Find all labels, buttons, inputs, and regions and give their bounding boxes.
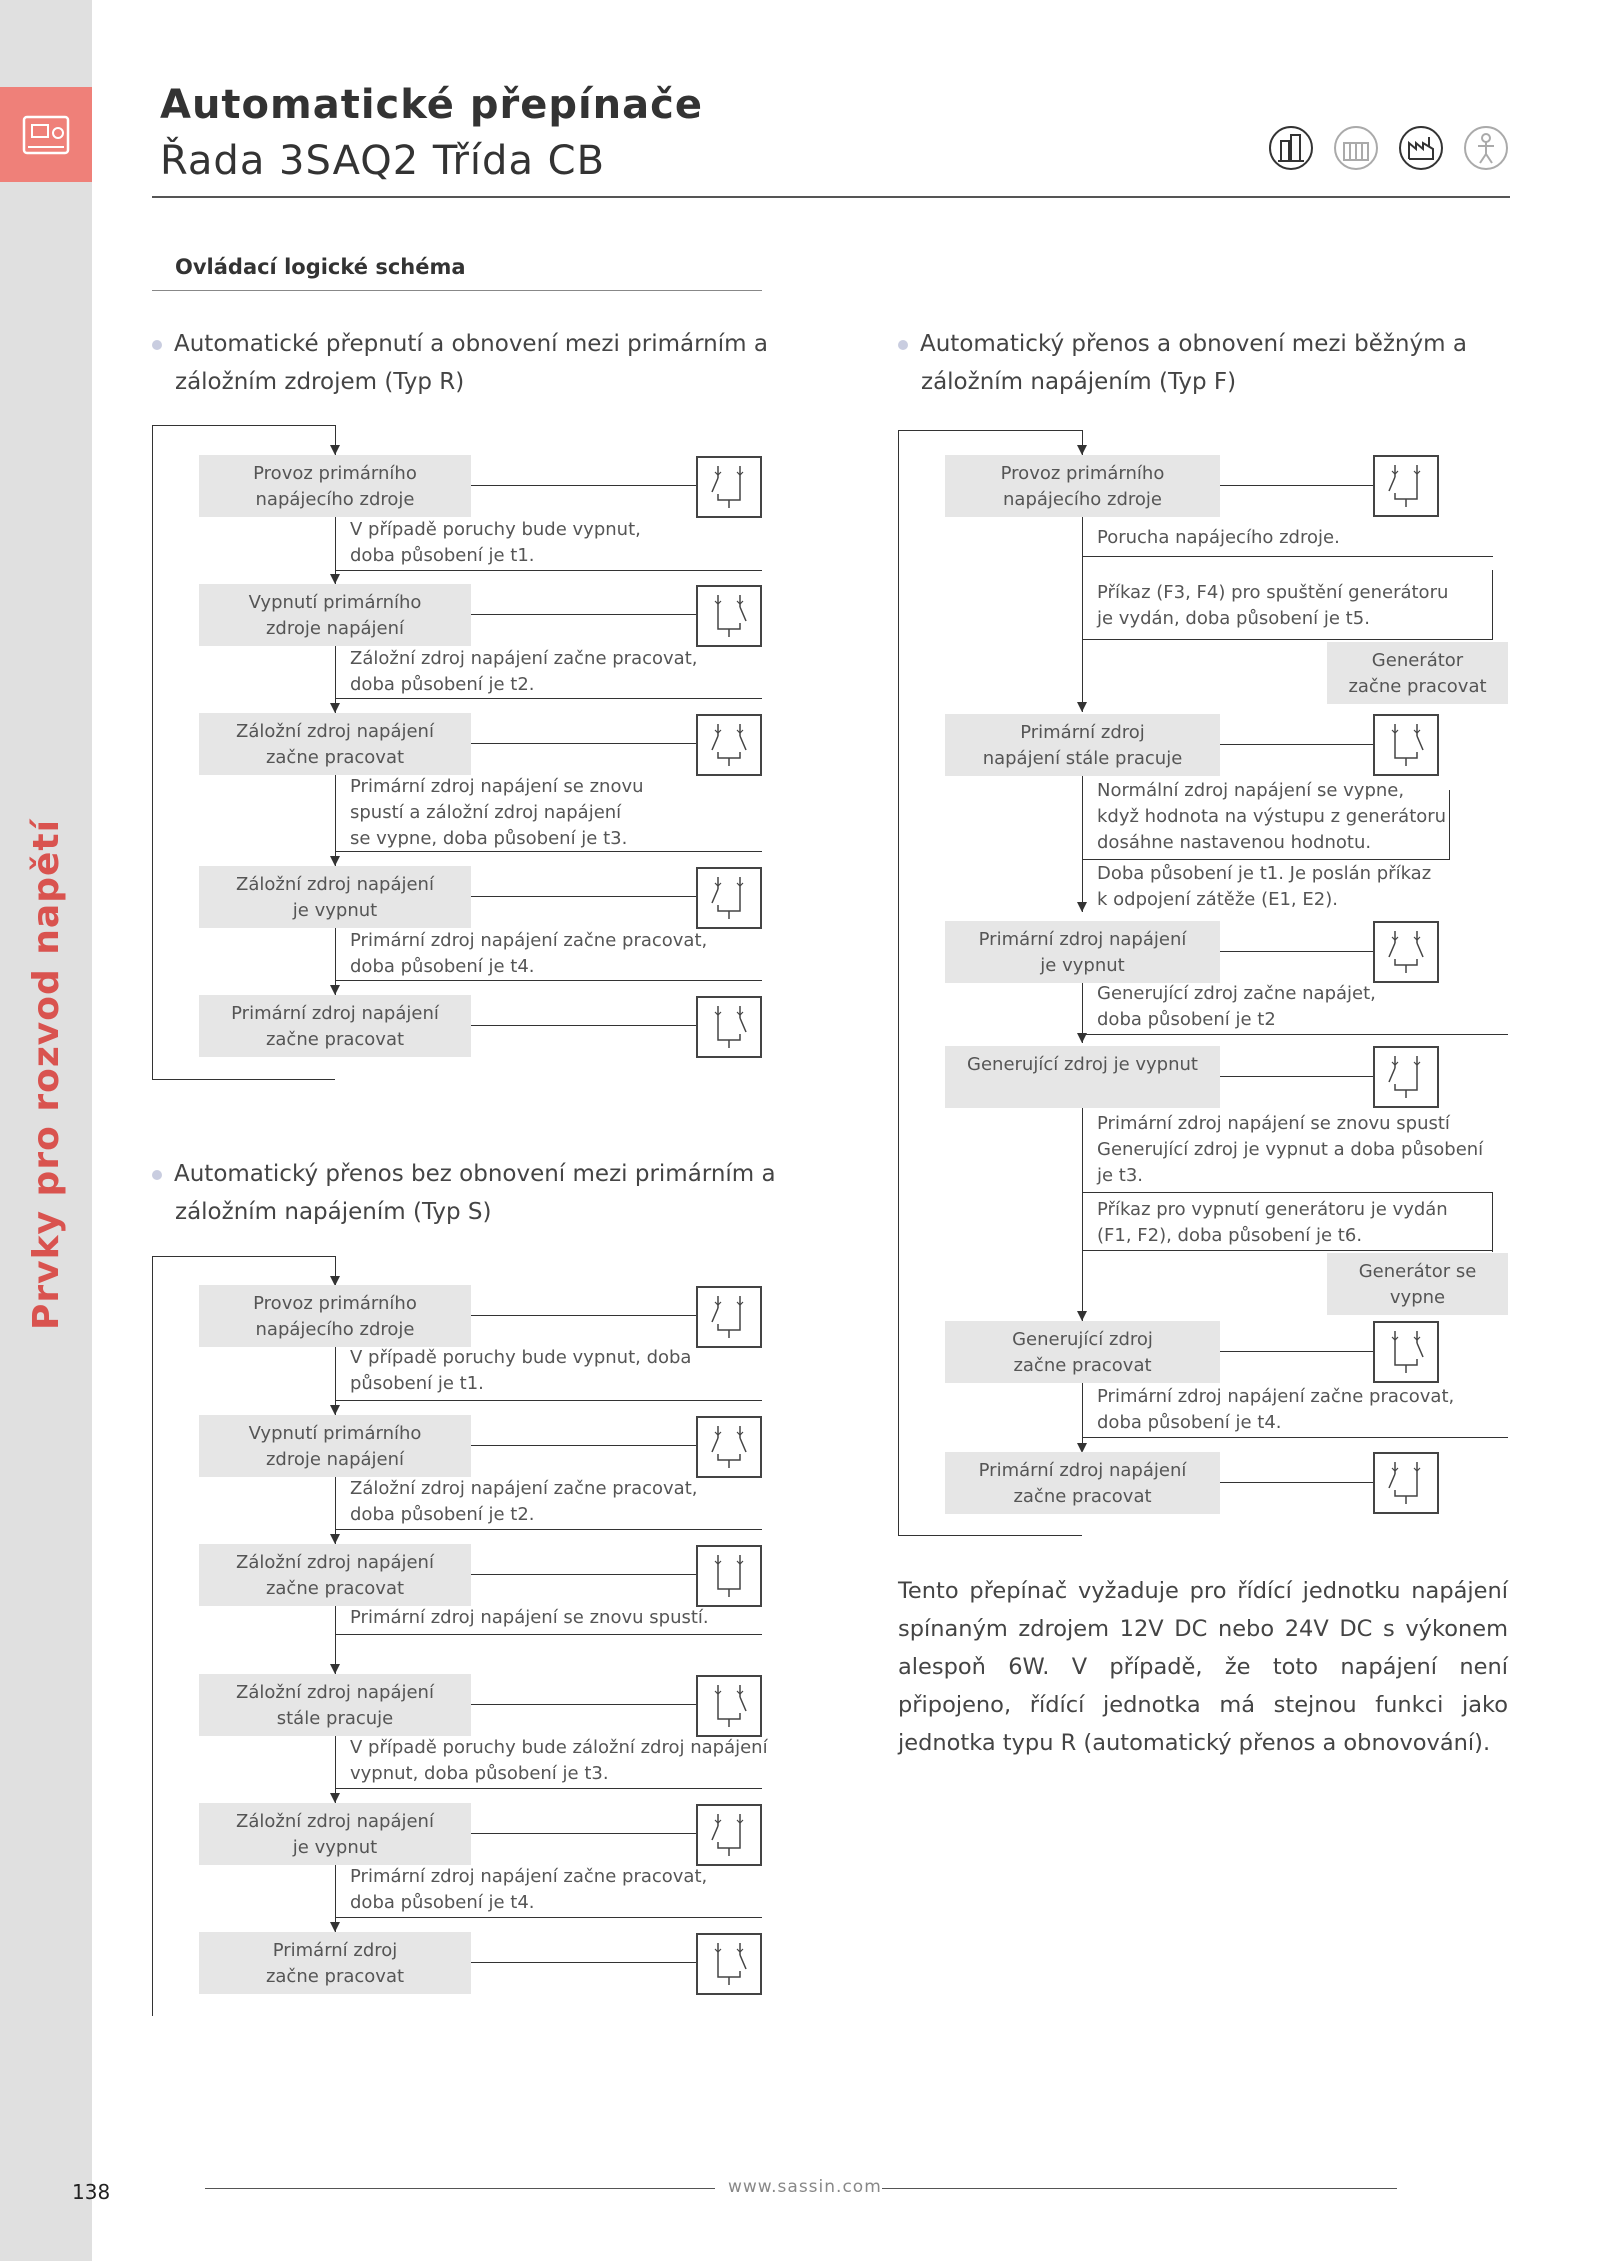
state-box [199, 1415, 471, 1477]
text-line: Primární zdroj napájení [978, 1460, 1187, 1481]
text-line: začne pracovat [265, 1029, 405, 1050]
text-line: vypnut, doba působení je t3. [350, 1763, 609, 1784]
connector-line [1082, 556, 1493, 557]
note-paragraph: Tento přepínač vyžaduje pro řídící jednotku napájení spínaným zdrojem 12V DC nebo 24V DC s výkonem alespoň 6W. V případě, že toto napájení není připojeno, řídící jednotka má stejnou funkci jako jednotka typu R (automatický přenos a obnovování). [898, 1578, 1508, 1756]
connector-line [898, 1535, 1082, 1536]
diagram-s-heading [152, 1155, 776, 1231]
connector-line [471, 1445, 696, 1446]
arrow-head [330, 1793, 340, 1803]
text-line: Záložní zdroj napájení začne pracovat, [350, 648, 698, 669]
connector-line [471, 485, 696, 486]
connector-line [335, 980, 762, 981]
state-box [199, 1285, 471, 1347]
arrow-head [330, 985, 340, 995]
state-box [1327, 642, 1508, 704]
connector-line [1082, 1108, 1083, 1321]
arrow-head [1077, 1311, 1087, 1321]
connector-line [1220, 744, 1373, 745]
contactor-symbol-icon [696, 1286, 762, 1348]
text-line: zdroje napájení [265, 1449, 405, 1470]
diagram-f-heading [898, 325, 1467, 401]
transition-description [350, 517, 641, 569]
connector-line [471, 1833, 696, 1834]
arrow-head [330, 1922, 340, 1932]
text-line: Porucha napájecího zdroje. [1097, 527, 1340, 548]
text-line: začne pracovat [265, 747, 405, 768]
connector-line [1220, 1351, 1373, 1352]
text-line: dosáhne nastavenou hodnotu. [1097, 832, 1372, 853]
transition-description [1097, 861, 1431, 913]
connector-line [1082, 1383, 1083, 1449]
text-line: je vypnut [1040, 955, 1125, 976]
connector-line [152, 1079, 335, 1080]
text-line: Primární zdroj napájení začne pracovat, [350, 930, 708, 951]
arrow-head [1077, 702, 1087, 712]
connector-line [335, 1634, 762, 1635]
state-box [945, 1046, 1220, 1108]
heading-line: Automatické přepnutí a obnovení mezi primárním a [174, 331, 768, 357]
text-line: (F1, F2), doba působení je t6. [1097, 1225, 1363, 1246]
transition-description [350, 646, 697, 698]
page-subtitle: Řada 3SAQ2 Třída CB [160, 138, 606, 184]
text-line: Záložní zdroj napájení [236, 721, 434, 742]
contactor-symbol-icon [696, 1545, 762, 1607]
connector-line [1220, 1482, 1373, 1483]
text-line: Generátor se [1358, 1261, 1477, 1282]
connector-line [1449, 790, 1450, 860]
bullet-icon [152, 1170, 162, 1180]
contactor-symbol-icon [696, 867, 762, 929]
state-box [945, 714, 1220, 776]
connector-line [335, 775, 336, 866]
connector-line [471, 614, 696, 615]
contactor-symbol-icon [1373, 1046, 1439, 1108]
text-line: Generující zdroj je vypnut a doba působení [1097, 1139, 1484, 1160]
text-line: doba působení je t2. [350, 674, 535, 695]
text-line: je t3. [1097, 1165, 1144, 1186]
arrow-head [330, 1664, 340, 1674]
text-line: napájecího zdroje [1003, 489, 1162, 510]
arrow-head [330, 1534, 340, 1544]
text-line: Primární zdroj napájení se znovu spustí. [350, 1607, 709, 1628]
sidebar-tab [0, 87, 92, 182]
transition-description [350, 1605, 709, 1631]
state-box [945, 455, 1220, 517]
factory-icon [1398, 125, 1444, 171]
state-box [945, 921, 1220, 983]
text-line: Primární zdroj napájení začne pracovat, [1097, 1386, 1455, 1407]
text-line: Primární zdroj napájení začne pracovat, [350, 1866, 708, 1887]
transition-description [1097, 1384, 1454, 1436]
text-line: Vypnutí primárního [248, 592, 422, 613]
text-line: začne pracovat [265, 1966, 405, 1987]
text-line: napájecího zdroje [255, 1319, 415, 1340]
transition-description [1097, 1111, 1483, 1189]
footer-divider [205, 2188, 715, 2189]
heading-line: záložním napájením (Typ S) [175, 1199, 492, 1225]
connector-line [471, 1315, 696, 1316]
text-line: Záložní zdroj napájení [236, 1811, 434, 1832]
arrow-head [330, 574, 340, 584]
contactor-symbol-icon [1373, 455, 1439, 517]
contactor-symbol-icon [696, 714, 762, 776]
connector-line [335, 1917, 762, 1918]
text-line: se vypne, doba působení je t3. [350, 828, 628, 849]
bullet-icon [898, 340, 908, 350]
state-box [199, 1674, 471, 1736]
connector-line [1220, 1076, 1373, 1077]
arrow-head [330, 856, 340, 866]
transition-description [350, 1476, 697, 1528]
text-line: Záložní zdroj napájení [236, 1552, 434, 1573]
heading-line: záložním napájením (Typ F) [921, 369, 1237, 395]
connector-line [471, 743, 696, 744]
text-line: Primární zdroj napájení se znovu [350, 776, 644, 797]
text-line: doba působení je t2 [1097, 1009, 1276, 1030]
transition-description [1097, 981, 1376, 1033]
text-line: Záložní zdroj napájení [236, 1682, 434, 1703]
connector-line [1492, 1192, 1493, 1252]
text-line: Primární zdroj napájení se znovu spustí [1097, 1113, 1450, 1134]
text-line: Primární zdroj napájení [231, 1003, 439, 1024]
connector-line [471, 1574, 696, 1575]
footer-url: www.sassin.com [728, 2177, 882, 2197]
text-line: začne pracovat [1348, 676, 1487, 697]
state-box [199, 866, 471, 928]
diagram-r-heading [152, 325, 768, 401]
text-line: doba působení je t4. [350, 956, 535, 977]
text-line: doba působení je t1. [350, 545, 535, 566]
switch-device-icon [0, 87, 92, 182]
page-title: Automatické přepínače [160, 82, 703, 128]
text-line: působení je t1. [350, 1373, 484, 1394]
contactor-symbol-icon [696, 1675, 762, 1737]
text-line: začne pracovat [1013, 1355, 1152, 1376]
connector-line [1082, 776, 1083, 912]
text-line: V případě poruchy bude vypnut, doba [350, 1347, 692, 1368]
text-line: Primární zdroj [272, 1940, 398, 1961]
text-line: Příkaz pro vypnutí generátoru je vydán [1097, 1199, 1448, 1220]
heading-line: Automatický přenos a obnovení mezi běžným a [920, 331, 1467, 357]
text-line: doba působení je t4. [350, 1892, 535, 1913]
arrow-head [1077, 902, 1087, 912]
text-line: Primární zdroj napájení [978, 929, 1187, 950]
text-line: Doba působení je t1. Je poslán příkaz [1097, 863, 1432, 884]
text-line: Vypnutí primárního [248, 1423, 422, 1444]
person-icon [1463, 125, 1509, 171]
connector-line [335, 1788, 762, 1789]
text-line: je vypnut [292, 900, 378, 921]
connector-line [1082, 517, 1083, 712]
arrow-head [330, 1405, 340, 1415]
connector-line [898, 430, 1082, 431]
transition-description [350, 774, 644, 852]
heading-line: Automatický přenos bez obnovení mezi primárním a [174, 1161, 776, 1187]
transition-description [350, 1735, 768, 1787]
state-box [199, 713, 471, 775]
connector-line [471, 1025, 696, 1026]
state-box [199, 584, 471, 646]
sidebar-title: Prvky pro rozvod napětí [26, 819, 67, 1330]
text-line: stále pracuje [276, 1708, 394, 1729]
text-line: V případě poruchy bude vypnut, [350, 519, 641, 540]
text-line: je vypnut [292, 1837, 378, 1858]
text-line: Záložní zdroj napájení začne pracovat, [350, 1478, 698, 1499]
text-line: když hodnota na výstupu z generátoru [1097, 806, 1447, 827]
contactor-symbol-icon [1373, 714, 1439, 776]
contactor-symbol-icon [696, 456, 762, 518]
arrow-head [330, 445, 340, 455]
bullet-icon [152, 340, 162, 350]
text-line: začne pracovat [1013, 1486, 1152, 1507]
state-box [199, 995, 471, 1057]
arrow-head [330, 703, 340, 713]
text-line: spustí a záložní zdroj napájení [350, 802, 622, 823]
title-divider [152, 196, 1510, 198]
transition-description [1097, 580, 1448, 632]
connector-line [1082, 1437, 1508, 1438]
text-line: zdroje napájení [265, 618, 405, 639]
text-line: Generující zdroj [1012, 1329, 1153, 1350]
text-line: Příkaz (F3, F4) pro spuštění generátoru [1097, 582, 1449, 603]
contactor-symbol-icon [696, 1804, 762, 1866]
connector-line [152, 1256, 335, 1257]
connector-line [1220, 485, 1373, 486]
contactor-symbol-icon [1373, 921, 1439, 983]
contactor-symbol-icon [1373, 1321, 1439, 1383]
text-line: Záložní zdroj napájení [236, 874, 434, 895]
text-line: napájecího zdroje [255, 489, 415, 510]
text-line: Provoz primárního [253, 463, 417, 484]
connector-line [1082, 1192, 1493, 1193]
connector-line [1220, 951, 1373, 952]
connector-line [152, 425, 335, 426]
connector-line [335, 1400, 762, 1401]
connector-line [1492, 570, 1493, 640]
transition-description [1097, 778, 1446, 856]
connector-line [1082, 1250, 1493, 1251]
text-line: V případě poruchy bude záložní zdroj napájení [350, 1737, 768, 1758]
state-box [199, 1803, 471, 1865]
contactor-symbol-icon [696, 996, 762, 1058]
contactor-symbol-icon [696, 1933, 762, 1995]
transition-description [350, 928, 707, 980]
connector-line [1082, 1034, 1508, 1035]
footer-divider [882, 2188, 1397, 2189]
transition-description [1097, 525, 1340, 551]
text-line: Generující zdroj je vypnut [967, 1054, 1198, 1075]
arrow-head [1077, 445, 1087, 455]
state-box [1327, 1253, 1508, 1315]
transition-description [350, 1345, 691, 1397]
connector-line [152, 425, 153, 1080]
connector-line [335, 851, 762, 852]
section-divider [152, 290, 762, 291]
text-line: Generující zdroj začne napájet, [1097, 983, 1376, 1004]
text-line: k odpojení zátěže (E1, E2). [1097, 889, 1338, 910]
connector-line [335, 1529, 762, 1530]
connector-line [152, 1256, 153, 2016]
section-heading: Ovládací logické schéma [175, 255, 466, 279]
text-line: Provoz primárního [253, 1293, 417, 1314]
text-line: je vydán, doba působení je t5. [1097, 608, 1370, 629]
state-box [199, 455, 471, 517]
text-line: Normální zdroj napájení se vypne, [1097, 780, 1405, 801]
text-line: Primární zdroj [1020, 722, 1145, 743]
connector-line [335, 570, 762, 571]
text-line: Generátor [1371, 650, 1464, 671]
state-box [199, 1544, 471, 1606]
transition-description [350, 1864, 707, 1916]
text-line: doba působení je t2. [350, 1504, 535, 1525]
text-line: vypne [1389, 1287, 1446, 1308]
state-box [199, 1932, 471, 1994]
text-line: Provoz primárního [1000, 463, 1165, 484]
connector-line [471, 896, 696, 897]
contactor-symbol-icon [1373, 1452, 1439, 1514]
text-line: napájení stále pracuje [982, 748, 1183, 769]
building-icon [1268, 125, 1314, 171]
factory-hall-icon [1333, 125, 1379, 171]
heading-line: záložním zdrojem (Typ R) [175, 369, 465, 395]
contactor-symbol-icon [696, 1416, 762, 1478]
page-number: 138 [72, 2180, 111, 2204]
connector-line [471, 1962, 696, 1963]
connector-line [1082, 639, 1493, 640]
state-box [945, 1452, 1220, 1514]
text-line: doba působení je t4. [1097, 1412, 1282, 1433]
connector-line [1082, 859, 1449, 860]
contactor-symbol-icon [696, 585, 762, 647]
connector-line [335, 698, 762, 699]
state-box [945, 1321, 1220, 1383]
text-line: začne pracovat [265, 1578, 405, 1599]
transition-description [1097, 1197, 1448, 1249]
connector-line [898, 430, 899, 1535]
connector-line [471, 1704, 696, 1705]
